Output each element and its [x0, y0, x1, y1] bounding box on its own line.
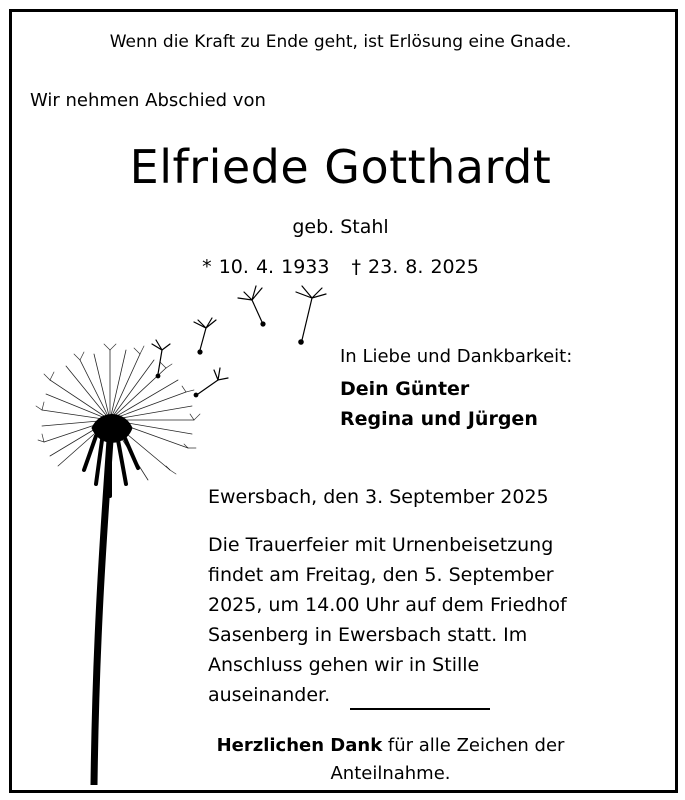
- thanks-line-2: Anteilnahme.: [330, 763, 451, 784]
- service-line: 2025, um 14.00 Uhr auf dem Friedhof: [208, 594, 567, 616]
- service-line: Anschluss gehen wir in Stille: [208, 654, 480, 676]
- service-line: Die Trauerfeier mit Urnenbeisetzung: [208, 534, 554, 556]
- service-line: Sasenberg in Ewersbach statt. Im: [208, 624, 528, 646]
- love-line: In Liebe und Dankbarkeit:: [340, 346, 573, 367]
- thanks-rest: für alle Zeichen der: [382, 735, 565, 756]
- birth-date: * 10. 4. 1933: [202, 256, 330, 278]
- service-info: [208, 530, 567, 710]
- mourner-2: Regina und Jürgen: [340, 408, 538, 430]
- motto: Wenn die Kraft zu Ende geht, ist Erlösung eine Gnade.: [109, 32, 572, 52]
- death-date: † 23. 8. 2025: [351, 256, 479, 278]
- intro-line: Wir nehmen Abschied von: [30, 90, 266, 111]
- service-line: auseinander.: [208, 684, 331, 706]
- place-date: Ewersbach, den 3. September 2025: [208, 486, 549, 508]
- birth-name: geb. Stahl: [292, 216, 389, 238]
- divider: [350, 708, 490, 710]
- thanks-note: [0, 732, 681, 788]
- deceased-name: Elfriede Gotthardt: [129, 140, 552, 194]
- mourner-1: Dein Günter: [340, 378, 470, 400]
- service-line: findet am Freitag, den 5. September: [208, 564, 554, 586]
- thanks-bold: Herzlichen Dank: [216, 735, 383, 756]
